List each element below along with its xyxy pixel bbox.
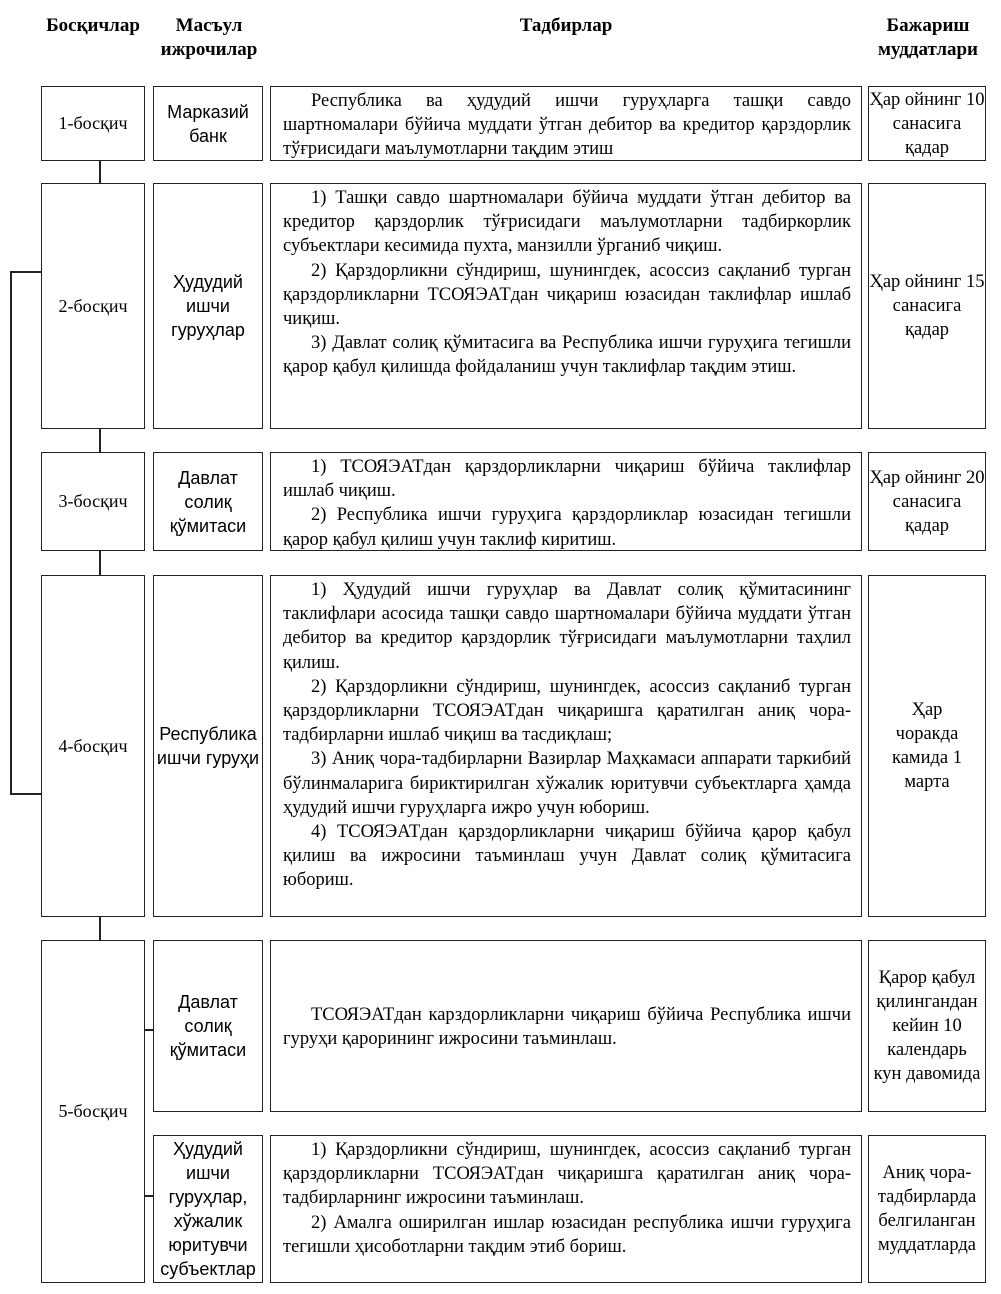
measure-4-2: 2) Қарздорликни сўндириш, шунингдек, асоссиз сақланиб турган қарздорликларни ТСОЯЭАТдан чиқаришга қаратилган аниқ чора-тадбирларни ишлаб чиқиш ва тасдиқлаш; <box>283 676 851 746</box>
measure-1-1: Республика ва ҳудудий ишчи гуруҳларга ташқи савдо шартномалари бўйича муддати ўтган дебитор ва кредитор қарздорлик тўғрисидаги маълумотларни тақдим этиш <box>283 91 851 160</box>
measure-5b-2: 2) Амалга оширилган ишлар юзасидан республика ишчи гуруҳига тегишли ҳисоботларни тақдим этиб бориш. <box>283 1212 851 1257</box>
measure-3-1: 1) ТСОЯЭАТдан қарздорликларни чиқариш бўйича таклифлар ишлаб чиқиш. <box>283 457 851 502</box>
measure-2-2: 2) Қарздорликни сўндириш, шунингдек, асоссиз сақланиб турган қарздорликларни ТСОЯЭАТдан чиқариш юзасидан таклифлар ишлаб чиқиш. <box>283 260 851 330</box>
measure-4-4: 4) ТСОЯЭАТдан қарздорликларни чиқариш бўйича қарор қабул қилиш ва ижросини таъминлаш учун Давлат солиқ қўмитасига юбориш. <box>283 822 851 891</box>
header-stages: Босқичлар <box>46 15 140 36</box>
measures-5a <box>270 940 862 1112</box>
connector-1-2 <box>99 160 101 184</box>
header-deadlines: Бажариш муддатлари <box>877 15 978 60</box>
stage-4: 4-босқич <box>41 575 145 917</box>
responsible-5b: Ҳудудий ишчи гуруҳлар, хўжалик юритувчи субъектлар <box>153 1135 263 1283</box>
stage-1: 1-босқич <box>41 86 145 161</box>
measures-1 <box>270 86 862 161</box>
measures-2 <box>270 183 862 429</box>
feedback-line-top <box>10 271 41 273</box>
connector-2-3 <box>99 428 101 453</box>
responsible-4: Республика ишчи гуруҳи <box>153 575 263 917</box>
feedback-line-vertical <box>10 271 12 794</box>
responsible-1: Марказий банк <box>153 86 263 161</box>
measure-4-1: 1) Ҳудудий ишчи гуруҳлар ва Давлат солиқ қўмитасининг таклифлари асосида ташқи савдо шартномалари бўйича муддати ўтган дебитор ва кредитор қарздорлик тўғрисидаги маълумотларни таҳлил қилиш. <box>283 580 851 673</box>
deadline-2: Ҳар ойнинг 15 санасига қадар <box>868 183 986 429</box>
deadline-3: Ҳар ойнинг 20 санасига қадар <box>868 452 986 551</box>
measure-2-3: 3) Давлат солиқ қўмитасига ва Республика ишчи гуруҳига тегишли қарор қабул қилишда фойдаланиш учун таклифлар тақдим этиш. <box>283 333 851 378</box>
feedback-line-bottom <box>10 793 41 795</box>
deadline-1: Ҳар ойнинг 10 санасига қадар <box>868 86 986 161</box>
measures-5b <box>270 1135 862 1283</box>
header-measures: Тадбирлар <box>519 15 613 36</box>
deadline-4: Ҳар чоракда камида 1 марта <box>868 575 986 917</box>
deadline-5b: Аниқ чора-тадбирларда белгиланган муддатларда <box>868 1135 986 1283</box>
connector-4-5 <box>99 916 101 941</box>
stage-2: 2-босқич <box>41 183 145 429</box>
deadline-5a: Қарор қабул қилингандан кейин 10 календарь кун давомида <box>868 940 986 1112</box>
measure-3-2: 2) Республика ишчи гуруҳига қарздорликлар юзасидан тегишли қарор қабул қилиш учун таклиф киритиш. <box>283 505 851 550</box>
stage-5: 5-босқич <box>41 940 145 1283</box>
measure-5a-1: ТСОЯЭАТдан карздорликларни чиқариш бўйича Республика ишчи гуруҳи қарорининг ижросини таъминлаш. <box>283 1004 851 1049</box>
measures-4 <box>270 575 862 917</box>
stage-3: 3-босқич <box>41 452 145 551</box>
measure-5b-1: 1) Қарздорликни сўндириш, шунингдек, асоссиз сақланиб турган қарздорликларни ТСОЯЭАТдан чиқаришга қаратилган аниқ чора-тадбирларнинг ижросини таъминлаш. <box>283 1140 851 1209</box>
measure-4-3: 3) Аниқ чора-тадбирларни Вазирлар Маҳкамаси аппарати таркибий бўлинмаларига бириктирилган хўжалик юритувчи субъектларга ҳамда ҳудудий ишчи гуруҳларга ижро учун юбориш. <box>283 749 851 818</box>
responsible-5a: Давлат солиқ қўмитаси <box>153 940 263 1112</box>
stage5-branch-top <box>144 1029 153 1031</box>
stage5-branch-bottom <box>144 1195 153 1197</box>
measures-3 <box>270 452 862 551</box>
responsible-2: Ҳудудий ишчи гуруҳлар <box>153 183 263 429</box>
measure-2-1: 1) Ташқи савдо шартномалари бўйича муддати ўтган дебитор ва кредитор қарздорлик тўғрисидаги маълумотларни тадбиркорлик субъектлари кесимида пухта, манзилли ўрганиб чиқиш. <box>283 188 851 257</box>
header-responsible: Масъул ижрочилар <box>160 15 258 60</box>
connector-3-4 <box>99 550 101 576</box>
responsible-3: Давлат солиқ қўмитаси <box>153 452 263 551</box>
